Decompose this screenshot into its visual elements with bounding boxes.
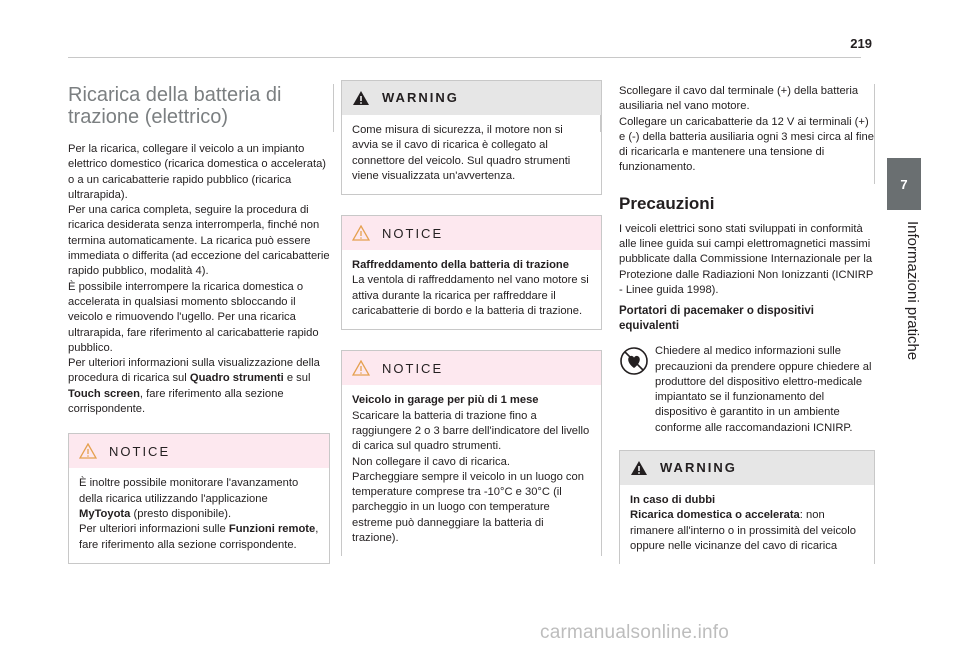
notice-body	[342, 250, 601, 329]
notice-text: Parcheggiare sempre il veicolo in un luogo con temperature comprese tra -10°C e 30°C (il parcheggio in un luogo con temperature estreme può danneggiare la batteria di trazione).	[352, 470, 584, 545]
notice-body	[342, 385, 601, 556]
warning-icon	[352, 90, 370, 106]
notice-header	[342, 351, 601, 385]
notice-text: La ventola di raffreddamento nel vano motore si attiva durante la ricarica per raffreddare il caricabatterie di bordo e la batteria di trazione.	[352, 274, 589, 318]
notice-text: È inoltre possibile monitorare l'avanzamento della ricarica utilizzando l'applicazione MyToyota (presto disponibile).	[79, 477, 299, 520]
caution-icon	[352, 225, 370, 241]
paragraph: Scollegare il cavo dal terminale (+) della batteria ausiliaria nel vano motore.	[619, 85, 859, 113]
notice-text: Per ulteriori informazioni sulle Funzioni remote, fare riferimento alla sezione corrispondente.	[79, 523, 319, 551]
paragraph: È possibile interrompere la ricarica domestica o accelerata in qualsiasi momento sbloccando il veicolo e rimuovendo l'ugello. Per una ricarica ultrarapida, fare riferimento al caricabatterie rapido pubblico.	[68, 280, 319, 354]
pacemaker-note	[619, 344, 875, 436]
no-pacemaker-icon	[619, 346, 649, 376]
warning-title: WARNING	[660, 460, 737, 476]
column-1	[68, 84, 330, 564]
chapter-tab[interactable]: 7	[887, 158, 921, 210]
caution-icon	[352, 360, 370, 376]
notice-header	[342, 216, 601, 250]
warning-subtitle: In caso di dubbi	[630, 494, 716, 507]
notice-text: Scaricare la batteria di trazione fino a raggiungere 2 o 3 barre dell'indicatore del livello di carica sul quadro strumenti.	[352, 409, 590, 453]
notice-subtitle: Veicolo in garage per più di 1 mese	[352, 394, 539, 407]
column-2	[341, 80, 602, 556]
notice-box	[68, 433, 330, 563]
warning-title: WARNING	[382, 90, 459, 106]
warning-icon	[630, 460, 648, 476]
notice-header	[69, 434, 329, 468]
notice-title: NOTICE	[382, 225, 444, 241]
notice-title: NOTICE	[109, 443, 171, 459]
warning-body	[342, 115, 601, 194]
paragraph: Collegare un caricabatterie da 12 V ai terminali (+) e (-) della batteria ausiliaria ogni 3 mesi circa al fine di ricaricarla e mantenere una tensione di funzionamento.	[619, 115, 874, 174]
warning-box	[619, 450, 875, 564]
pacemaker-text: Chiedere al medico informazioni sulle precauzioni da prendere oppure chiedere al produttore del dispositivo elettro-medicale impiantato se il funzionamento del dispositivo è garantito in un ambiente conforme alle raccomandazioni ICNIRP.	[655, 345, 872, 434]
caution-icon	[79, 443, 97, 459]
section-heading: Precauzioni	[619, 193, 715, 213]
chapter-title: Informazioni pratiche	[904, 220, 921, 361]
warning-text: Ricarica domestica o accelerata: non rimanere all'interno o in prossimità del veicolo oppure nelle vicinanze del cavo di ricarica	[630, 509, 856, 552]
notice-box	[341, 215, 602, 330]
paragraph: Per una carica completa, seguire la procedura di ricarica desiderata senza interromperla, finché non termina automaticamente. La ricarica può essere immediata o differita (ad eccezione del caricabatterie rapido pubblico, modalità 4).	[68, 204, 330, 278]
warning-text: Come misura di sicurezza, il motore non si avvia se il cavo di ricarica è collegato al connettore del veicolo. Sul quadro strumenti viene visualizzata un'avvertenza.	[352, 124, 571, 182]
paragraph: Per la ricarica, collegare il veicolo a un impianto elettrico domestico (ricarica domestica o accelerata) o a un caricabatterie rapido pubblico (ricarica ultrarapida).	[68, 143, 327, 201]
warning-body	[620, 485, 874, 564]
notice-box	[341, 350, 602, 556]
notice-body	[69, 468, 329, 562]
warning-header	[620, 451, 874, 485]
subsection-heading: Portatori di pacemaker o dispositivi equivalenti	[619, 305, 814, 333]
section-heading: Ricarica della batteria di trazione (elettrico)	[68, 84, 282, 128]
page-number: 219	[850, 36, 872, 51]
column-divider	[333, 84, 334, 132]
warning-box	[341, 80, 602, 195]
paragraph: I veicoli elettrici sono stati sviluppati in conformità alle linee guida sui campi elettromagnetici massimi pubblicate dalla Commissione Internazionale per la Protezione dalle Radiazioni Non Ionizzanti (ICNIRP - Linee guida 1998).	[619, 222, 874, 296]
watermark: carmanualsonline.info	[540, 622, 730, 643]
notice-title: NOTICE	[382, 360, 444, 376]
notice-text: Non collegare il cavo di ricarica.	[352, 455, 510, 468]
column-3	[619, 84, 875, 564]
notice-subtitle: Raffreddamento della batteria di trazione	[352, 259, 569, 272]
warning-header	[342, 81, 601, 115]
paragraph: Per ulteriori informazioni sulla visualizzazione della procedura di ricarica sul Quadro strumenti e sul Touch screen, fare riferimento alla sezione corrispondente.	[68, 357, 320, 416]
header-rule	[68, 57, 861, 58]
